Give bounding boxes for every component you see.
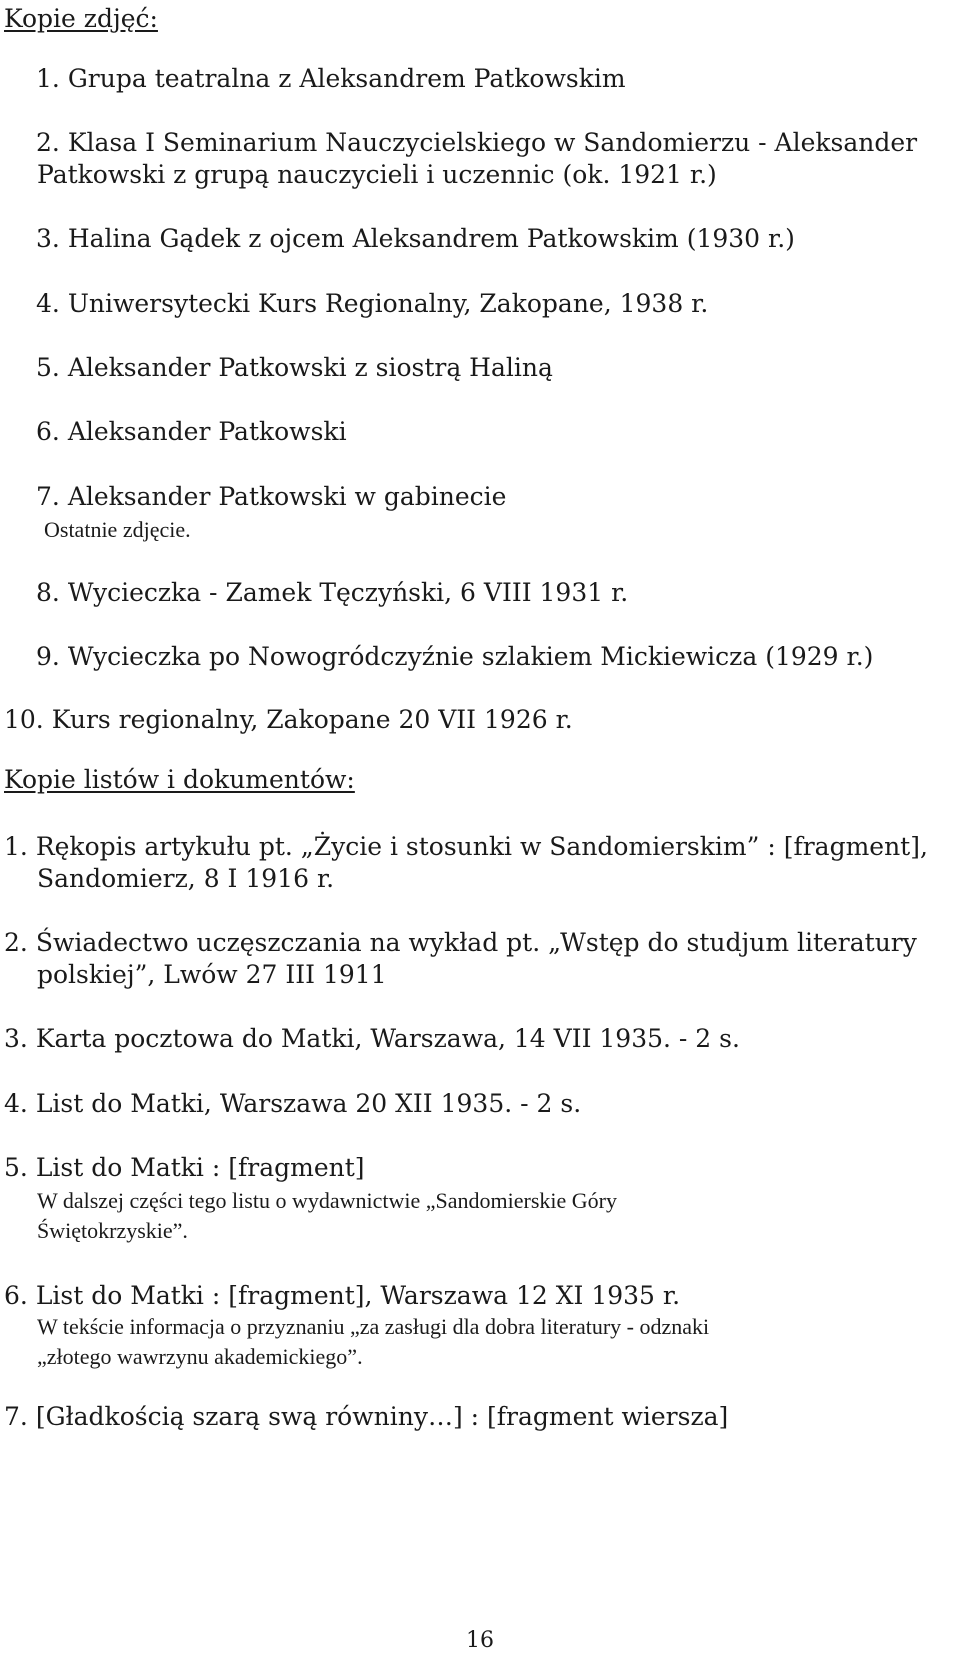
photo-item-10 [4, 703, 573, 737]
item-number: 10. [4, 705, 44, 734]
item-text: Wycieczka po Nowogródczyźnie szlakiem Mickiewicza (1929 r.) [67, 642, 874, 671]
document-item-6-note-continued: „złotego wawrzynu akademickiego”. [37, 1344, 363, 1369]
document-item-3 [4, 1022, 740, 1056]
item-text: Aleksander Patkowski w gabinecie [67, 482, 507, 511]
photo-item-7 [36, 480, 506, 514]
photo-item-8 [36, 576, 628, 610]
photo-item-6 [36, 415, 347, 449]
document-item-4 [4, 1087, 581, 1121]
photo-item-7-note: Ostatnie zdjęcie. [44, 517, 191, 542]
item-text: Klasa I Seminarium Nauczycielskiego w Sandomierzu - Aleksander [67, 128, 918, 157]
item-number: 3. [36, 224, 60, 253]
document-item-6 [4, 1279, 680, 1313]
photo-item-4 [36, 287, 708, 321]
document-item-5-note-continued: Świętokrzyskie”. [37, 1218, 188, 1243]
item-text: Grupa teatralna z Aleksandrem Patkowskim [67, 64, 626, 93]
document-item-5 [4, 1151, 365, 1185]
item-number: 8. [36, 578, 60, 607]
item-number: 4. [36, 289, 60, 318]
item-number: 7. [4, 1402, 28, 1431]
item-number: 4. [4, 1089, 28, 1118]
item-text: Uniwersytecki Kurs Regionalny, Zakopane, 1938 r. [67, 289, 709, 318]
document-item-6-note: W tekście informacja o przyznaniu „za zasługi dla dobra literatury - odznaki [37, 1314, 710, 1339]
item-number: 2. [4, 928, 28, 957]
item-number: 7. [36, 482, 60, 511]
document-item-2 [4, 926, 917, 960]
item-text: List do Matki, Warszawa 20 XII 1935. - 2 s. [35, 1089, 582, 1118]
photo-item-2 [36, 126, 917, 160]
item-text: Rękopis artykułu pt. „Życie i stosunki w Sandomierskim” : [fragment], [35, 832, 928, 861]
document-item-1 [4, 830, 928, 864]
item-text: Aleksander Patkowski [67, 417, 347, 446]
photo-item-9 [36, 640, 873, 674]
photo-item-5 [36, 351, 553, 385]
item-number: 2. [36, 128, 60, 157]
item-text: Aleksander Patkowski z siostrą Haliną [67, 353, 553, 382]
document-item-2-continued: polskiej”, Lwów 27 III 1911 [37, 960, 387, 989]
item-number: 1. [4, 832, 28, 861]
item-text: Wycieczka - Zamek Tęczyński, 6 VIII 1931 r. [67, 578, 629, 607]
photo-item-1 [36, 62, 626, 96]
item-number: 5. [4, 1153, 28, 1182]
page-number: 16 [466, 1628, 494, 1653]
item-text: Karta pocztowa do Matki, Warszawa, 14 VII 1935. - 2 s. [35, 1024, 740, 1053]
documents-heading: Kopie listów i dokumentów: [4, 765, 355, 794]
item-text: [Gładkością szarą swą równiny…] : [fragment wiersza] [35, 1402, 729, 1431]
item-text: Kurs regionalny, Zakopane 20 VII 1926 r. [51, 705, 573, 734]
item-text: Świadectwo uczęszczania na wykład pt. „Wstęp do studjum literatury [35, 928, 917, 957]
item-number: 6. [4, 1281, 28, 1310]
item-text: List do Matki : [fragment], Warszawa 12 XI 1935 r. [35, 1281, 681, 1310]
item-number: 3. [4, 1024, 28, 1053]
document-item-1-continued: Sandomierz, 8 I 1916 r. [37, 864, 335, 893]
item-text: Halina Gądek z ojcem Aleksandrem Patkowskim (1930 r.) [67, 224, 795, 253]
item-number: 1. [36, 64, 60, 93]
item-number: 6. [36, 417, 60, 446]
item-text: List do Matki : [fragment] [35, 1153, 365, 1182]
item-number: 9. [36, 642, 60, 671]
photo-item-3 [36, 222, 795, 256]
photo-item-2-continued: Patkowski z grupą nauczycieli i uczennic (ok. 1921 r.) [37, 160, 717, 189]
item-number: 5. [36, 353, 60, 382]
document-item-7 [4, 1400, 728, 1434]
document-item-5-note: W dalszej części tego listu o wydawnictwie „Sandomierskie Góry [37, 1188, 617, 1213]
photos-heading: Kopie zdjęć: [4, 4, 158, 33]
